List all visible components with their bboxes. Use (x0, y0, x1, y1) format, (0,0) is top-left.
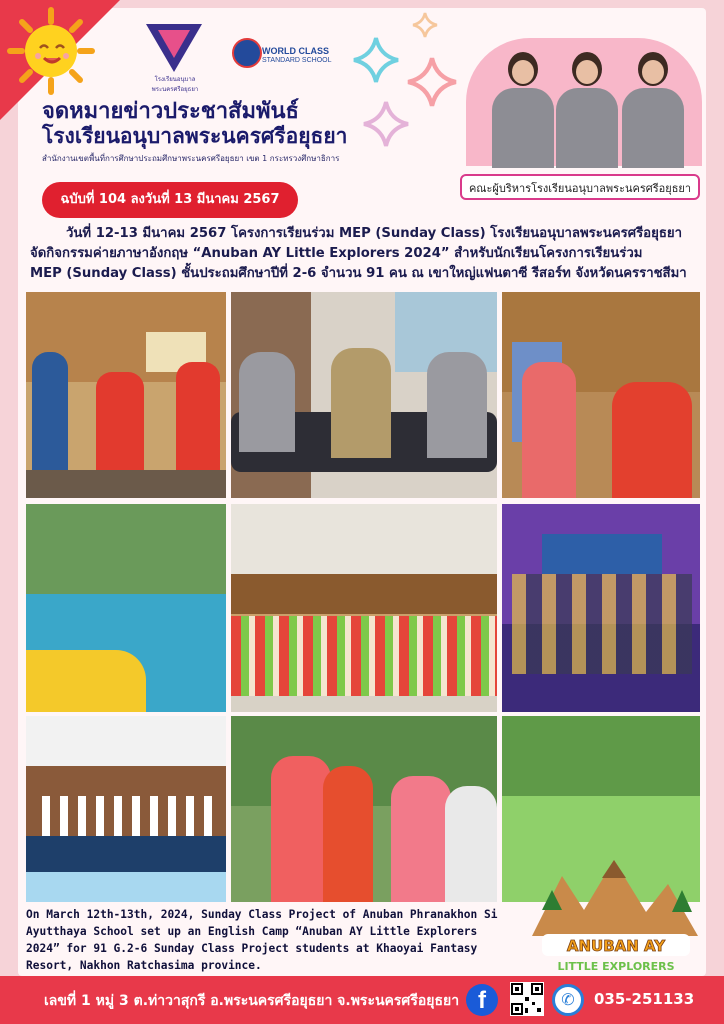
executive-photo (618, 52, 688, 168)
phone-number: 035-251133 (594, 990, 695, 1008)
wcss-line2: STANDARD SCHOOL (262, 57, 332, 64)
executives-caption: คณะผู้บริหารโรงเรียนอนุบาลพระนครศรีอยุธยา (460, 174, 700, 200)
issue-badge: ฉบับที่ 104 ลงวันที่ 13 มีนาคม 2567 (42, 182, 298, 218)
photo-lobby (231, 292, 497, 498)
photo-group (231, 504, 497, 712)
paragraph-line: วันที่ 12-13 มีนาคม 2567 โครงการเรียนร่วม MEP (Sunday Class) โรงเรียนอนุบาลพระนครศรีอยุธยา (66, 226, 683, 241)
wcss-line1: WORLD CLASS (262, 46, 329, 56)
sparkle-icon (406, 56, 458, 108)
photo-stage (502, 504, 700, 712)
school-logo (132, 24, 218, 93)
camp-logo (522, 840, 708, 976)
phone-icon[interactable]: ✆ (552, 984, 584, 1016)
address: เลขที่ 1 หมู่ 3 ต.ท่าวาสุกรี อ.พระนครศรีอยุธยา จ.พระนครศรีอยุธยา (44, 993, 460, 1009)
sun-icon (6, 6, 96, 96)
world-class-logo (232, 38, 332, 72)
photo-classroom (26, 292, 226, 498)
school-logo-caption: โรงเรียนอนุบาลพระนครศรีอยุธยา (151, 76, 199, 93)
thai-paragraph (30, 224, 706, 284)
sparkle-icon (362, 100, 410, 148)
footer-bar (0, 976, 724, 1024)
executive-photo (488, 52, 558, 168)
facebook-icon[interactable]: f (466, 984, 498, 1016)
page-title: จดหมายข่าวประชาสัมพันธ์ (42, 99, 299, 124)
camp-logo-line2: LITTLE EXPLORERS (557, 960, 675, 973)
paragraph-line: จัดกิจกรรมค่ายภาษาอังกฤษ “Anuban AY Little Explorers 2024” สำหรับนักเรียนโครงการเรียนร่วม (30, 246, 643, 261)
school-name: โรงเรียนอนุบาลพระนครศรีอยุธยา (42, 124, 348, 148)
photo-activity (502, 292, 700, 498)
sparkle-icon (412, 12, 438, 38)
photo-pool (26, 504, 226, 712)
english-caption: On March 12th-13th, 2024, Sunday Class Project of Anuban Phranakhon Si Ayutthaya School set up an English Camp “Anuban AY Little Explorers 2024” for 91 G.2-6 Sunday Class Project students at Khaoyai Fantasy Resort, Nakhon Ratchasima province. (26, 908, 498, 972)
qr-code-icon[interactable] (510, 982, 544, 1016)
photo-playground (231, 716, 497, 902)
sparkle-icon (352, 36, 400, 84)
photo-dance (26, 716, 226, 902)
office-subline: สำนักงานเขตพื้นที่การศึกษาประถมศึกษาพระนครศรีอยุธยา เขต 1 กระทรวงศึกษาธิการ (42, 154, 340, 163)
paragraph-line: MEP (Sunday Class) ชั้นประถมศึกษาปีที่ 2-6 จำนวน 91 คน ณ เขาใหญ่แฟนตาซี รีสอร์ท จังหวัดนครราชสีมา (30, 266, 687, 281)
executive-photo (552, 52, 622, 168)
globe-icon (232, 38, 262, 68)
camp-logo-line1: ANUBAN AY (566, 937, 666, 955)
